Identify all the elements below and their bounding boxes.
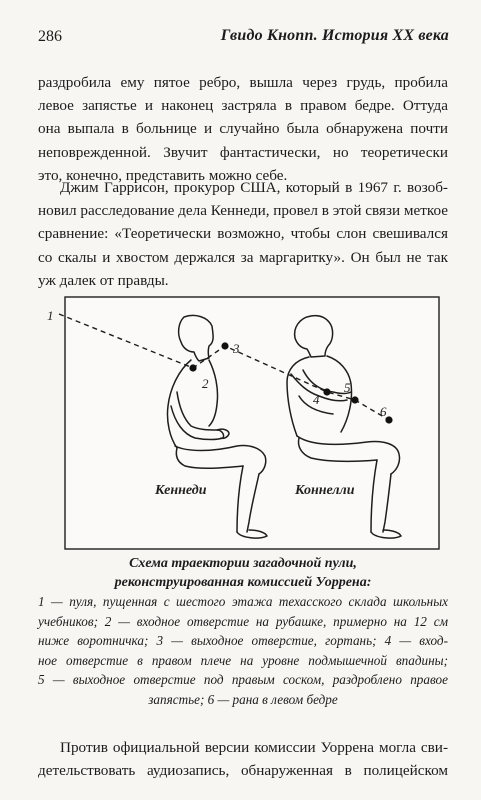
- paragraph-1: [38, 71, 448, 187]
- text-line: Против официальной версии комиссии Уоррена могла сви-: [60, 739, 448, 756]
- text-line: неповрежденной. Звучит фантастически, но теоретически: [38, 143, 448, 161]
- wound-point-3: [221, 342, 228, 349]
- label-1: 1: [47, 308, 54, 323]
- page-number: 286: [38, 28, 62, 45]
- caption-line: ниже воротничка; 3 — выходное отверстие, гортань; 4 — вход-: [38, 633, 448, 649]
- wound-point-4: [323, 388, 330, 395]
- label-5: 5: [344, 380, 351, 395]
- caption-line: учебников; 2 — входное отверстие на рубашке, примерно на 12 см: [38, 613, 448, 629]
- name-kennedy: Кеннеди: [155, 483, 207, 498]
- paragraph-2: [38, 176, 448, 292]
- bullet-trajectory-figure: [37, 296, 442, 552]
- label-6: 6: [380, 404, 387, 419]
- text-line: новил расследование дела Кеннеди, провел в этой связи меткое: [38, 202, 448, 220]
- wound-point-2: [189, 364, 196, 371]
- figure-caption: [38, 554, 448, 710]
- text-line: левое запястье и наконец застряла в правом бедре. Оттуда: [38, 97, 448, 115]
- caption-line: 5 — выходное отверстие под правым соском, раздроблено правое: [38, 672, 448, 688]
- text-line: со скалы и хвостом держался за маргаритку». Он был не так: [38, 248, 448, 266]
- caption-line: запястье; 6 — рана в левом бедре: [148, 691, 338, 707]
- caption-line: ное отверстие в правом плече на уровне подмышечной впадины;: [38, 652, 448, 668]
- page-header: [0, 0, 481, 52]
- wound-point-5: [351, 396, 358, 403]
- text-line: сравнение: «Теоретически возможно, чтобы слон свешивался: [38, 225, 448, 243]
- caption-title-line: реконструированная комиссией Уоррена:: [114, 575, 372, 590]
- text-line: уж далек от правды.: [38, 271, 169, 289]
- text-line: раздробила ему пятое ребро, вышла через грудь, пробила: [38, 74, 448, 91]
- label-2: 2: [202, 376, 209, 391]
- paragraph-3: [38, 736, 448, 782]
- label-3: 3: [233, 341, 240, 356]
- caption-line: 1 — пуля, пущенная с шестого этажа техасского склада школьных: [38, 594, 448, 609]
- text-line: это, конечно, представить можно себе.: [38, 166, 288, 184]
- label-4: 4: [313, 392, 320, 407]
- text-line: Джим Гаррисон, прокурор США, который в 1967 г. возоб-: [60, 179, 448, 196]
- running-head: Гвидо Кнопп. История XX века: [220, 27, 449, 44]
- caption-title-line: Схема траектории загадочной пули,: [129, 556, 357, 571]
- name-connally: Коннелли: [295, 483, 355, 498]
- text-line: детельствовать аудиозапись, обнаруженная в полицейском: [38, 762, 448, 780]
- figure-frame: [65, 297, 439, 549]
- text-line: она выпала в больнице и случайно была обнаружена почти: [38, 120, 448, 138]
